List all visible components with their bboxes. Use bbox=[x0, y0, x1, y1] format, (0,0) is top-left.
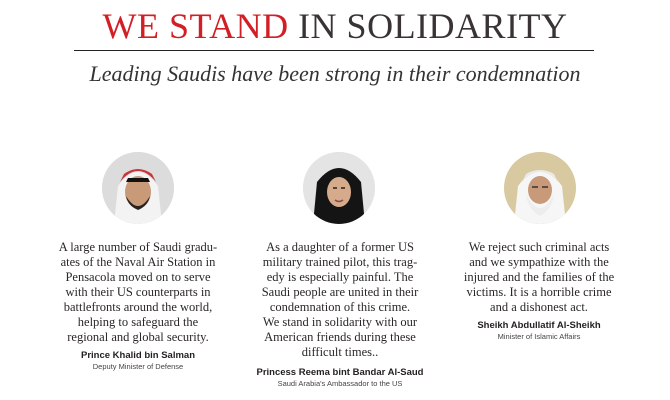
quote-line: helping to safeguard the bbox=[77, 315, 199, 329]
quote-line: ates of the Naval Air Station in bbox=[60, 255, 216, 269]
quote-line: American friends during these bbox=[264, 330, 416, 344]
avatar-prince-khalid bbox=[102, 152, 174, 224]
headline-rule bbox=[74, 50, 594, 51]
quote-line: We reject such criminal acts bbox=[468, 240, 610, 254]
quote-line: battlefronts around the world, bbox=[63, 300, 213, 314]
quote-line: Saudi people are united in their bbox=[261, 285, 419, 299]
quote-line: We stand in solidarity with our bbox=[262, 315, 418, 329]
name-prince-khalid: Prince Khalid bin Salman bbox=[80, 350, 196, 361]
title-sheikh-abdullatif: Minister of Islamic Affairs bbox=[497, 332, 581, 341]
quote-line: regional and global security. bbox=[67, 330, 209, 344]
headline bbox=[0, 6, 670, 46]
headline-dark: IN SOLIDARITY bbox=[298, 6, 568, 46]
quote-sheikh-abdullatif bbox=[449, 240, 629, 315]
quote-line: victims. It is a horrible crime bbox=[466, 285, 612, 299]
title-princess-reema: Saudi Arabia's Ambassador to the US bbox=[277, 379, 403, 388]
quote-line: A large number of Saudi gradu- bbox=[58, 240, 218, 254]
quote-line: injured and the families of the bbox=[463, 270, 615, 284]
quote-line: with their US counterparts in bbox=[65, 285, 211, 299]
quote-line: difficult times.. bbox=[301, 345, 379, 359]
quote-line: and a dishonest act. bbox=[490, 300, 588, 314]
quote-line: and we sympathize with the bbox=[469, 255, 609, 269]
name-princess-reema: Princess Reema bint Bandar Al-Saud bbox=[256, 367, 424, 378]
name-sheikh-abdullatif: Sheikh Abdullatif Al-Sheikh bbox=[477, 320, 601, 331]
quote-line: Pensacola moved on to serve bbox=[65, 270, 211, 284]
quote-line: edy is especially painful. The bbox=[266, 270, 414, 284]
quote-line: condemnation of this crime. bbox=[269, 300, 411, 314]
avatar-sheikh-abdullatif bbox=[504, 152, 576, 224]
headline-red: WE STAND bbox=[102, 6, 289, 46]
quote-line: As a daughter of a former US bbox=[266, 240, 414, 254]
quote-prince-khalid bbox=[48, 240, 228, 345]
avatar-princess-reema bbox=[303, 152, 375, 224]
deck: Leading Saudis have been strong in their condemnation bbox=[89, 61, 581, 86]
title-prince-khalid: Deputy Minister of Defense bbox=[92, 362, 184, 371]
quote-princess-reema bbox=[250, 240, 430, 360]
quote-line: military trained pilot, this trag- bbox=[262, 255, 418, 269]
